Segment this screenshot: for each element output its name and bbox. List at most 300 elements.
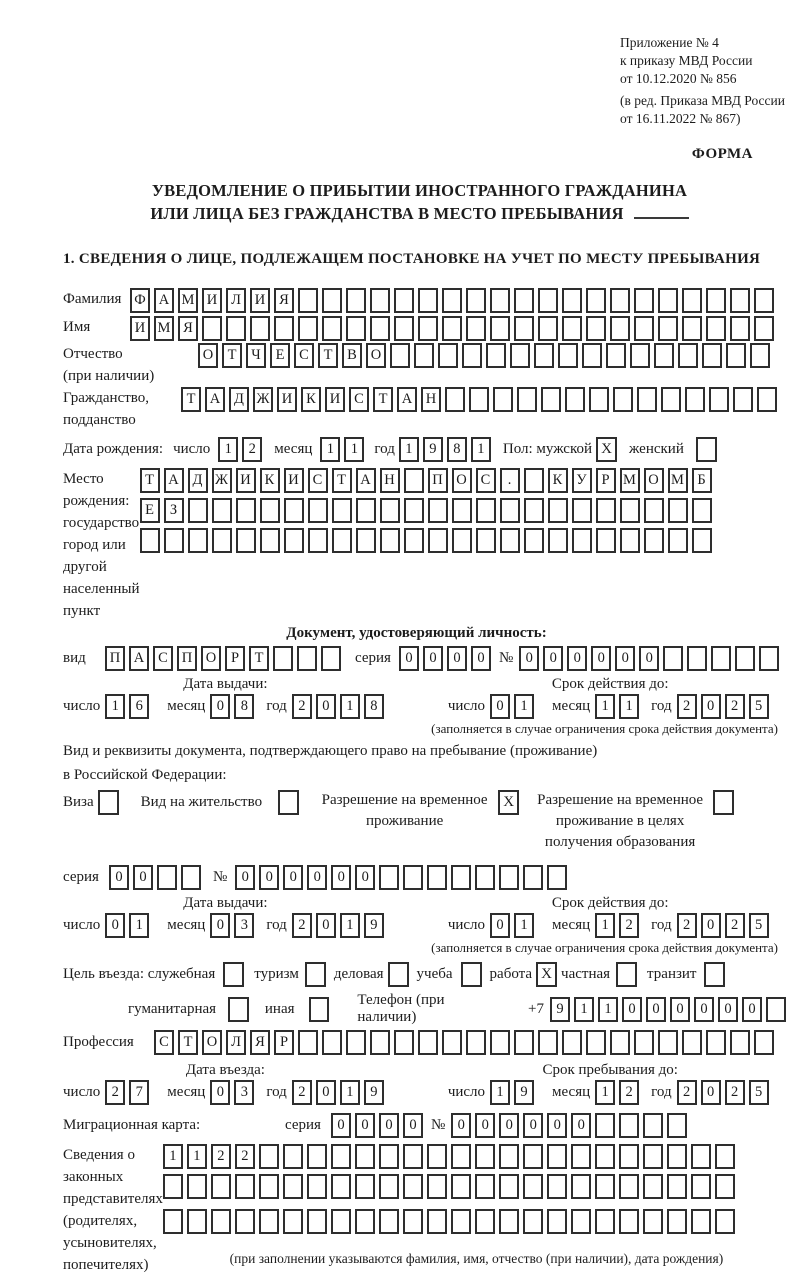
char-box[interactable] (466, 288, 486, 313)
char-box[interactable] (403, 1209, 423, 1234)
char-box[interactable] (283, 1144, 303, 1169)
char-box[interactable]: 0 (742, 997, 762, 1022)
temp-residence-education-checkbox[interactable] (713, 790, 734, 815)
char-box[interactable] (332, 498, 352, 523)
char-box[interactable]: 2 (619, 1080, 639, 1105)
char-box[interactable]: 0 (105, 913, 125, 938)
char-box[interactable]: 0 (210, 694, 230, 719)
char-box[interactable]: 5 (749, 1080, 769, 1105)
char-box[interactable]: 1 (187, 1144, 207, 1169)
char-box[interactable] (403, 1174, 423, 1199)
char-box[interactable]: Т (373, 387, 393, 412)
char-box[interactable] (322, 288, 342, 313)
char-box[interactable]: 0 (210, 913, 230, 938)
char-box[interactable] (476, 498, 496, 523)
char-box[interactable]: 0 (331, 865, 351, 890)
char-box[interactable] (379, 1209, 399, 1234)
char-box[interactable]: Я (250, 1030, 270, 1055)
char-box[interactable] (606, 343, 626, 368)
char-box[interactable]: 0 (471, 646, 491, 671)
char-box[interactable]: 9 (514, 1080, 534, 1105)
char-box[interactable] (658, 288, 678, 313)
char-box[interactable] (643, 1174, 663, 1199)
char-box[interactable]: 2 (292, 1080, 312, 1105)
char-box[interactable] (654, 343, 674, 368)
char-box[interactable] (438, 343, 458, 368)
char-box[interactable]: 3 (234, 1080, 254, 1105)
char-box[interactable] (548, 498, 568, 523)
char-box[interactable]: 9 (364, 1080, 384, 1105)
char-box[interactable] (682, 1030, 702, 1055)
char-box[interactable] (211, 1209, 231, 1234)
char-box[interactable]: П (177, 646, 197, 671)
char-box[interactable] (586, 1030, 606, 1055)
char-box[interactable]: 0 (451, 1113, 471, 1138)
purpose-tourism-checkbox[interactable] (305, 962, 326, 987)
char-box[interactable] (445, 387, 465, 412)
char-box[interactable] (379, 1174, 399, 1199)
char-box[interactable] (500, 498, 520, 523)
char-box[interactable] (356, 528, 376, 553)
char-box[interactable]: Ж (253, 387, 273, 412)
char-box[interactable]: Т (181, 387, 201, 412)
char-box[interactable]: 0 (718, 997, 738, 1022)
purpose-commercial-checkbox[interactable] (388, 962, 409, 987)
char-box[interactable] (706, 288, 726, 313)
char-box[interactable]: 0 (133, 865, 153, 890)
char-box[interactable]: Ч (246, 343, 266, 368)
char-box[interactable] (706, 1030, 726, 1055)
char-box[interactable] (643, 1209, 663, 1234)
char-box[interactable] (610, 1030, 630, 1055)
char-box[interactable] (414, 343, 434, 368)
char-box[interactable] (283, 1174, 303, 1199)
char-box[interactable] (370, 288, 390, 313)
char-box[interactable] (163, 1174, 183, 1199)
char-box[interactable]: Т (140, 468, 160, 493)
char-box[interactable]: 0 (591, 646, 611, 671)
char-box[interactable]: И (202, 288, 222, 313)
char-box[interactable]: 0 (475, 1113, 495, 1138)
char-box[interactable] (558, 343, 578, 368)
char-box[interactable] (733, 387, 753, 412)
char-box[interactable] (380, 528, 400, 553)
char-box[interactable] (547, 1144, 567, 1169)
char-box[interactable] (466, 316, 486, 341)
char-box[interactable]: Л (226, 1030, 246, 1055)
char-box[interactable]: 2 (235, 1144, 255, 1169)
char-box[interactable] (331, 1174, 351, 1199)
char-box[interactable] (283, 1209, 303, 1234)
visa-checkbox[interactable] (98, 790, 119, 815)
char-box[interactable]: 0 (316, 694, 336, 719)
char-box[interactable] (663, 646, 683, 671)
char-box[interactable]: 0 (523, 1113, 543, 1138)
char-box[interactable] (346, 288, 366, 313)
char-box[interactable] (475, 1174, 495, 1199)
char-box[interactable]: 2 (677, 913, 697, 938)
char-box[interactable] (668, 498, 688, 523)
char-box[interactable] (643, 1113, 663, 1138)
char-box[interactable]: 1 (471, 437, 491, 462)
char-box[interactable] (476, 528, 496, 553)
char-box[interactable] (586, 288, 606, 313)
char-box[interactable] (500, 528, 520, 553)
char-box[interactable] (589, 387, 609, 412)
char-box[interactable] (212, 528, 232, 553)
char-box[interactable] (523, 1144, 543, 1169)
char-box[interactable]: Я (274, 288, 294, 313)
char-box[interactable] (643, 1144, 663, 1169)
char-box[interactable] (490, 288, 510, 313)
char-box[interactable]: 5 (749, 913, 769, 938)
char-box[interactable]: 0 (210, 1080, 230, 1105)
char-box[interactable]: 1 (344, 437, 364, 462)
char-box[interactable] (706, 316, 726, 341)
char-box[interactable]: 0 (543, 646, 563, 671)
char-box[interactable] (499, 1174, 519, 1199)
char-box[interactable] (273, 646, 293, 671)
char-box[interactable] (610, 288, 630, 313)
char-box[interactable] (394, 1030, 414, 1055)
char-box[interactable] (682, 316, 702, 341)
char-box[interactable]: Д (188, 468, 208, 493)
char-box[interactable]: И (325, 387, 345, 412)
char-box[interactable] (572, 498, 592, 523)
char-box[interactable] (284, 528, 304, 553)
char-box[interactable] (517, 387, 537, 412)
char-box[interactable]: 1 (320, 437, 340, 462)
char-box[interactable] (766, 997, 786, 1022)
char-box[interactable] (619, 1144, 639, 1169)
char-box[interactable]: К (260, 468, 280, 493)
char-box[interactable]: 1 (218, 437, 238, 462)
char-box[interactable]: 0 (490, 913, 510, 938)
char-box[interactable]: Ф (130, 288, 150, 313)
char-box[interactable] (298, 316, 318, 341)
char-box[interactable]: 1 (399, 437, 419, 462)
char-box[interactable]: 0 (701, 1080, 721, 1105)
char-box[interactable] (403, 865, 423, 890)
char-box[interactable] (260, 498, 280, 523)
char-box[interactable] (379, 865, 399, 890)
char-box[interactable]: И (277, 387, 297, 412)
char-box[interactable]: И (284, 468, 304, 493)
char-box[interactable] (379, 1144, 399, 1169)
char-box[interactable]: 2 (619, 913, 639, 938)
char-box[interactable]: П (428, 468, 448, 493)
char-box[interactable] (475, 1144, 495, 1169)
char-box[interactable] (307, 1174, 327, 1199)
char-box[interactable] (428, 498, 448, 523)
char-box[interactable]: 0 (109, 865, 129, 890)
char-box[interactable] (691, 1209, 711, 1234)
char-box[interactable] (661, 387, 681, 412)
char-box[interactable]: М (178, 288, 198, 313)
char-box[interactable] (548, 528, 568, 553)
char-box[interactable] (667, 1174, 687, 1199)
char-box[interactable]: А (164, 468, 184, 493)
char-box[interactable] (562, 316, 582, 341)
char-box[interactable]: 1 (163, 1144, 183, 1169)
char-box[interactable] (757, 387, 777, 412)
char-box[interactable] (322, 1030, 342, 1055)
char-box[interactable]: О (198, 343, 218, 368)
char-box[interactable]: 0 (235, 865, 255, 890)
char-box[interactable] (644, 528, 664, 553)
char-box[interactable] (613, 387, 633, 412)
char-box[interactable]: С (476, 468, 496, 493)
char-box[interactable]: 2 (677, 694, 697, 719)
purpose-study-checkbox[interactable] (461, 962, 482, 987)
char-box[interactable] (259, 1209, 279, 1234)
char-box[interactable] (547, 1174, 567, 1199)
char-box[interactable]: С (153, 646, 173, 671)
char-box[interactable] (188, 498, 208, 523)
char-box[interactable]: 0 (571, 1113, 591, 1138)
char-box[interactable]: Т (178, 1030, 198, 1055)
char-box[interactable] (346, 1030, 366, 1055)
purpose-private-checkbox[interactable] (616, 962, 637, 987)
char-box[interactable] (715, 1174, 735, 1199)
char-box[interactable]: 1 (595, 913, 615, 938)
char-box[interactable]: 2 (292, 694, 312, 719)
char-box[interactable] (427, 1209, 447, 1234)
char-box[interactable] (658, 1030, 678, 1055)
char-box[interactable] (499, 1209, 519, 1234)
char-box[interactable]: 9 (550, 997, 570, 1022)
char-box[interactable] (212, 498, 232, 523)
char-box[interactable]: С (154, 1030, 174, 1055)
char-box[interactable]: 0 (701, 694, 721, 719)
char-box[interactable] (547, 865, 567, 890)
char-box[interactable]: 1 (595, 694, 615, 719)
char-box[interactable]: С (294, 343, 314, 368)
char-box[interactable]: 2 (242, 437, 262, 462)
char-box[interactable]: Н (380, 468, 400, 493)
char-box[interactable]: 9 (364, 913, 384, 938)
char-box[interactable] (691, 1144, 711, 1169)
char-box[interactable] (462, 343, 482, 368)
char-box[interactable]: 1 (490, 1080, 510, 1105)
char-box[interactable] (715, 1209, 735, 1234)
char-box[interactable]: 1 (574, 997, 594, 1022)
temp-residence-checkbox[interactable]: X (498, 790, 519, 815)
char-box[interactable] (750, 343, 770, 368)
char-box[interactable] (322, 316, 342, 341)
char-box[interactable] (452, 498, 472, 523)
char-box[interactable] (187, 1209, 207, 1234)
char-box[interactable] (284, 498, 304, 523)
char-box[interactable] (678, 343, 698, 368)
char-box[interactable] (404, 468, 424, 493)
char-box[interactable] (163, 1209, 183, 1234)
char-box[interactable] (452, 528, 472, 553)
char-box[interactable] (571, 1144, 591, 1169)
char-box[interactable] (260, 528, 280, 553)
char-box[interactable]: М (668, 468, 688, 493)
char-box[interactable]: И (236, 468, 256, 493)
char-box[interactable] (711, 646, 731, 671)
purpose-other-checkbox[interactable] (309, 997, 330, 1022)
char-box[interactable] (709, 387, 729, 412)
char-box[interactable] (418, 288, 438, 313)
char-box[interactable] (634, 288, 654, 313)
char-box[interactable]: 0 (519, 646, 539, 671)
char-box[interactable] (475, 1209, 495, 1234)
char-box[interactable]: 0 (646, 997, 666, 1022)
char-box[interactable] (692, 528, 712, 553)
char-box[interactable]: О (201, 646, 221, 671)
char-box[interactable] (490, 316, 510, 341)
char-box[interactable] (565, 387, 585, 412)
char-box[interactable]: 0 (331, 1113, 351, 1138)
char-box[interactable] (469, 387, 489, 412)
char-box[interactable] (658, 316, 678, 341)
char-box[interactable] (514, 316, 534, 341)
char-box[interactable] (667, 1144, 687, 1169)
char-box[interactable]: 1 (514, 694, 534, 719)
char-box[interactable]: Д (229, 387, 249, 412)
char-box[interactable] (572, 528, 592, 553)
char-box[interactable]: 0 (316, 1080, 336, 1105)
char-box[interactable]: 8 (234, 694, 254, 719)
char-box[interactable] (571, 1209, 591, 1234)
char-box[interactable]: 0 (316, 913, 336, 938)
char-box[interactable]: 0 (447, 646, 467, 671)
char-box[interactable] (499, 1144, 519, 1169)
char-box[interactable] (702, 343, 722, 368)
char-box[interactable]: 1 (340, 694, 360, 719)
char-box[interactable] (235, 1209, 255, 1234)
char-box[interactable] (428, 528, 448, 553)
char-box[interactable]: Т (332, 468, 352, 493)
char-box[interactable] (355, 1174, 375, 1199)
char-box[interactable]: 2 (725, 913, 745, 938)
char-box[interactable]: Т (222, 343, 242, 368)
char-box[interactable] (187, 1174, 207, 1199)
char-box[interactable] (164, 528, 184, 553)
char-box[interactable] (538, 288, 558, 313)
char-box[interactable]: Е (270, 343, 290, 368)
char-box[interactable]: О (452, 468, 472, 493)
char-box[interactable]: 1 (598, 997, 618, 1022)
purpose-humanitarian-checkbox[interactable] (228, 997, 249, 1022)
char-box[interactable]: Т (249, 646, 269, 671)
char-box[interactable] (596, 498, 616, 523)
char-box[interactable] (394, 288, 414, 313)
char-box[interactable] (596, 528, 616, 553)
char-box[interactable] (332, 528, 352, 553)
sex-male-checkbox[interactable]: X (596, 437, 617, 462)
char-box[interactable] (370, 316, 390, 341)
char-box[interactable] (759, 646, 779, 671)
char-box[interactable] (524, 528, 544, 553)
char-box[interactable]: Я (178, 316, 198, 341)
char-box[interactable]: Р (225, 646, 245, 671)
char-box[interactable]: М (154, 316, 174, 341)
char-box[interactable] (307, 1209, 327, 1234)
char-box[interactable] (418, 1030, 438, 1055)
sex-female-checkbox[interactable] (696, 437, 717, 462)
char-box[interactable]: 0 (567, 646, 587, 671)
char-box[interactable]: 5 (749, 694, 769, 719)
char-box[interactable] (685, 387, 705, 412)
char-box[interactable] (595, 1209, 615, 1234)
char-box[interactable] (211, 1174, 231, 1199)
char-box[interactable]: В (342, 343, 362, 368)
char-box[interactable]: 6 (129, 694, 149, 719)
char-box[interactable]: 1 (129, 913, 149, 938)
char-box[interactable] (236, 528, 256, 553)
char-box[interactable]: 0 (701, 913, 721, 938)
char-box[interactable]: 0 (355, 865, 375, 890)
char-box[interactable]: 0 (670, 997, 690, 1022)
char-box[interactable] (451, 1144, 471, 1169)
char-box[interactable]: А (154, 288, 174, 313)
char-box[interactable]: 1 (514, 913, 534, 938)
char-box[interactable]: 0 (259, 865, 279, 890)
char-box[interactable] (380, 498, 400, 523)
char-box[interactable] (667, 1113, 687, 1138)
char-box[interactable] (754, 316, 774, 341)
char-box[interactable]: 0 (283, 865, 303, 890)
char-box[interactable] (730, 316, 750, 341)
char-box[interactable] (307, 1144, 327, 1169)
char-box[interactable] (586, 316, 606, 341)
char-box[interactable]: 0 (639, 646, 659, 671)
char-box[interactable] (321, 646, 341, 671)
char-box[interactable]: А (356, 468, 376, 493)
char-box[interactable]: Н (421, 387, 441, 412)
char-box[interactable] (390, 343, 410, 368)
char-box[interactable] (442, 1030, 462, 1055)
char-box[interactable] (370, 1030, 390, 1055)
char-box[interactable]: 0 (379, 1113, 399, 1138)
char-box[interactable]: Б (692, 468, 712, 493)
char-box[interactable] (667, 1209, 687, 1234)
char-box[interactable] (634, 1030, 654, 1055)
char-box[interactable] (394, 316, 414, 341)
char-box[interactable] (331, 1144, 351, 1169)
char-box[interactable] (451, 1174, 471, 1199)
char-box[interactable]: О (202, 1030, 222, 1055)
char-box[interactable]: 2 (105, 1080, 125, 1105)
char-box[interactable]: 1 (619, 694, 639, 719)
char-box[interactable]: 3 (234, 913, 254, 938)
char-box[interactable] (619, 1209, 639, 1234)
char-box[interactable] (181, 865, 201, 890)
char-box[interactable] (427, 1144, 447, 1169)
purpose-work-checkbox[interactable]: X (536, 962, 557, 987)
char-box[interactable] (331, 1209, 351, 1234)
char-box[interactable]: 2 (211, 1144, 231, 1169)
char-box[interactable] (202, 316, 222, 341)
char-box[interactable] (523, 865, 543, 890)
char-box[interactable] (754, 1030, 774, 1055)
char-box[interactable] (687, 646, 707, 671)
char-box[interactable]: С (349, 387, 369, 412)
char-box[interactable]: 0 (547, 1113, 567, 1138)
char-box[interactable] (571, 1174, 591, 1199)
char-box[interactable] (523, 1209, 543, 1234)
char-box[interactable] (236, 498, 256, 523)
char-box[interactable] (524, 498, 544, 523)
char-box[interactable] (562, 288, 582, 313)
char-box[interactable]: Л (226, 288, 246, 313)
char-box[interactable] (418, 316, 438, 341)
char-box[interactable] (582, 343, 602, 368)
